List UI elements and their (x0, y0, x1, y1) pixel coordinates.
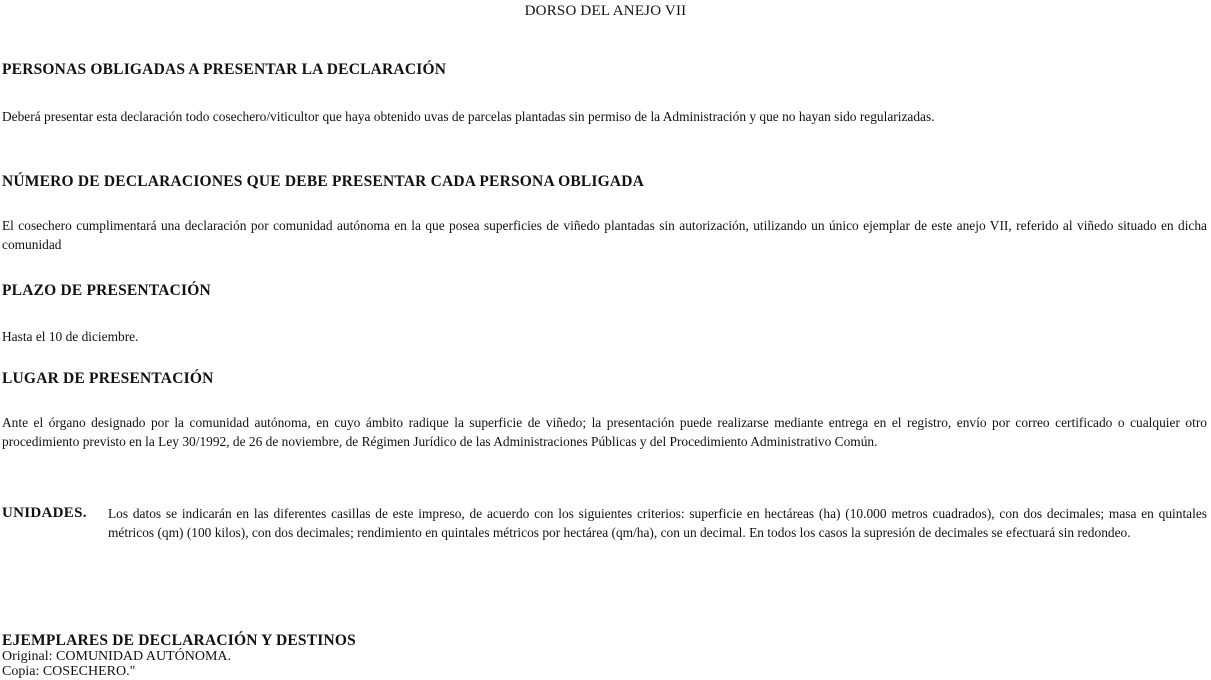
section-text-place: Ante el órgano designado por la comunidad autónoma, en cuyo ámbito radique la superficie de viñedo; la presentación puede realizarse mediante entrega en el registro, envío por correo certificado o cualquier otro procedimiento previsto en la Ley 30/1992, de 26 de noviembre, de Régimen Jurídico de las Administraciones Públicas y del Procedimiento Administrativo Común. (2, 415, 1207, 449)
units-text: Los datos se indicarán en las diferentes casillas de este impreso, de acuerdo con los siguientes criterios: superficie en hectáreas (ha) (10.000 metros cuadrados), con dos decimales; masa en quintales métricos (qm) (100 kilos), con dos decimales; rendimiento en quintales métricos por hectárea (qm/ha), con un decimal. En todos los casos la supresión de decimales se efectuará sin redondeo. (108, 506, 1207, 540)
copies-copy-line: Copia: COSECHERO." (2, 664, 136, 679)
copies-original-line: Original: COMUNIDAD AUTÓNOMA. (2, 648, 232, 664)
section-heading-deadline: PLAZO DE PRESENTACIÓN (2, 282, 211, 299)
section-text-number-of-declarations: El cosechero cumplimentará una declaración por comunidad autónoma en la que posea superficies de viñedo plantadas sin autorización, utilizando un único ejemplar de este anejo VII, referido al viñedo situado en dicha comunidad (2, 218, 1207, 252)
units-label: UNIDADES. (2, 505, 87, 521)
section-heading-number-of-declarations: NÚMERO DE DECLARACIONES QUE DEBE PRESENTAR CADA PERSONA OBLIGADA (2, 173, 645, 190)
document-title: DORSO DEL ANEJO VII (524, 3, 687, 19)
section-text-deadline: Hasta el 10 de diciembre. (2, 329, 139, 344)
section-heading-obligated-persons: PERSONAS OBLIGADAS A PRESENTAR LA DECLARACIÓN (2, 61, 447, 78)
copies-block (2, 633, 356, 680)
section-heading-place: LUGAR DE PRESENTACIÓN (2, 370, 214, 387)
copies-heading: EJEMPLARES DE DECLARACIÓN Y DESTINOS (2, 632, 356, 649)
section-text-obligated-persons: Deberá presentar esta declaración todo cosechero/viticultor que haya obtenido uvas de parcelas plantadas sin permiso de la Administración y que no hayan sido regularizadas. (2, 109, 935, 124)
